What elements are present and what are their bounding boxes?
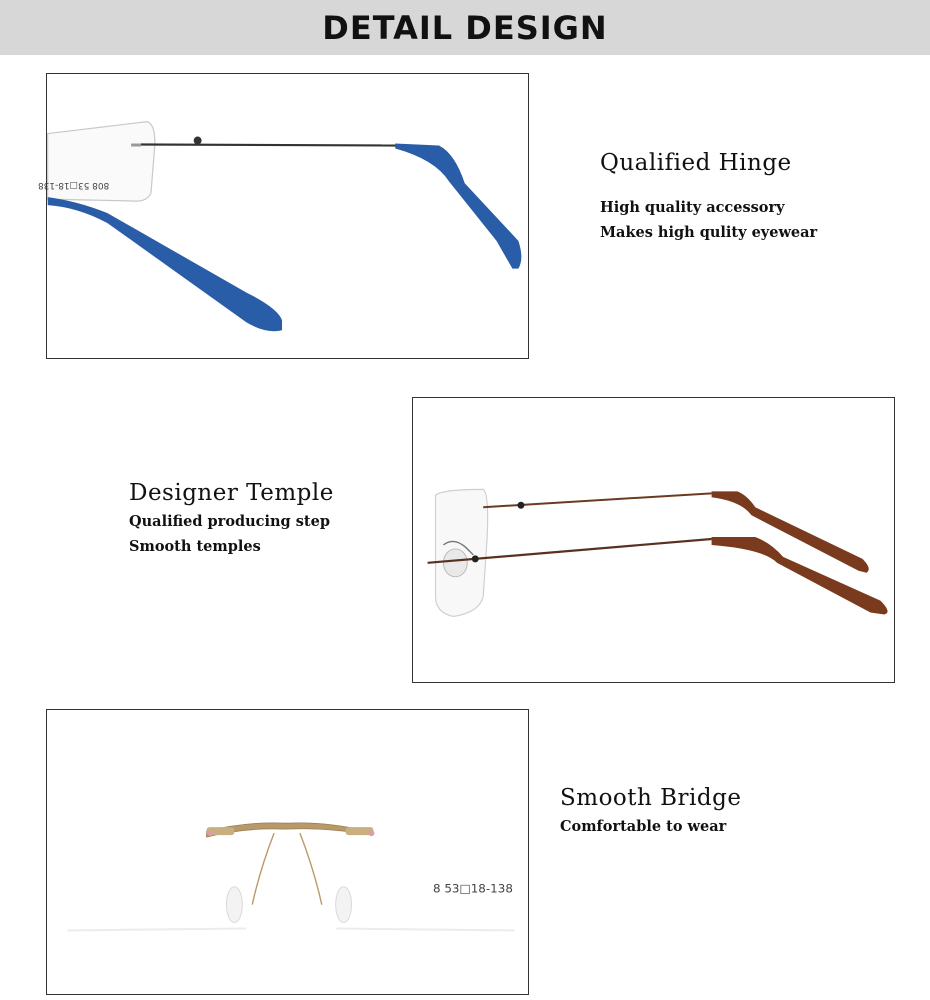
bridge-photo — [46, 709, 529, 995]
hinge-line-1: High quality accessory — [600, 199, 785, 216]
hinge-line-2: Makes high qulity eyewear — [600, 224, 818, 241]
nose-pad-left — [226, 887, 242, 923]
nose-pad — [443, 549, 467, 577]
bridge-caption — [560, 785, 741, 842]
lens-edge-left — [68, 928, 247, 930]
temple-photo-illustration — [413, 398, 894, 682]
lens-edge-right — [336, 928, 515, 930]
hinge-screw — [131, 144, 141, 147]
hinge-joint — [194, 137, 202, 145]
bridge-line-1: Comfortable to wear — [560, 818, 727, 835]
nose-pad-right — [336, 887, 352, 923]
temple-upper — [483, 493, 711, 507]
temple-heading: Designer Temple — [129, 480, 334, 506]
lens-marking: 8 53□18-138 — [432, 881, 513, 896]
pad-arm-right — [300, 833, 322, 904]
hinge-photo-illustration — [38, 74, 528, 358]
hinge-heading: Qualified Hinge — [600, 150, 792, 176]
temple-photo — [412, 397, 895, 683]
pad-arm-left — [252, 833, 274, 904]
temple-line-2: Smooth temples — [129, 538, 261, 555]
temple-tip-blue — [395, 144, 521, 269]
bridge-photo-illustration — [47, 710, 528, 994]
hinge-joint — [517, 502, 524, 509]
hinge-caption — [600, 150, 817, 248]
temple-caption — [129, 480, 334, 562]
screw-left — [208, 830, 214, 836]
screw-right — [368, 830, 374, 836]
temple-tip-lower — [712, 537, 888, 614]
hinge-photo — [38, 73, 529, 359]
temple-blue-front — [48, 197, 282, 331]
metal-temple — [141, 145, 397, 146]
bridge-heading: Smooth Bridge — [560, 785, 742, 811]
page-title: DETAIL DESIGN — [322, 8, 608, 47]
header-banner — [0, 0, 930, 55]
hinge-joint-lower — [472, 555, 479, 562]
lens-marking: 808 53□18-138 — [38, 180, 110, 191]
temple-line-1: Qualified producing step — [129, 513, 330, 530]
